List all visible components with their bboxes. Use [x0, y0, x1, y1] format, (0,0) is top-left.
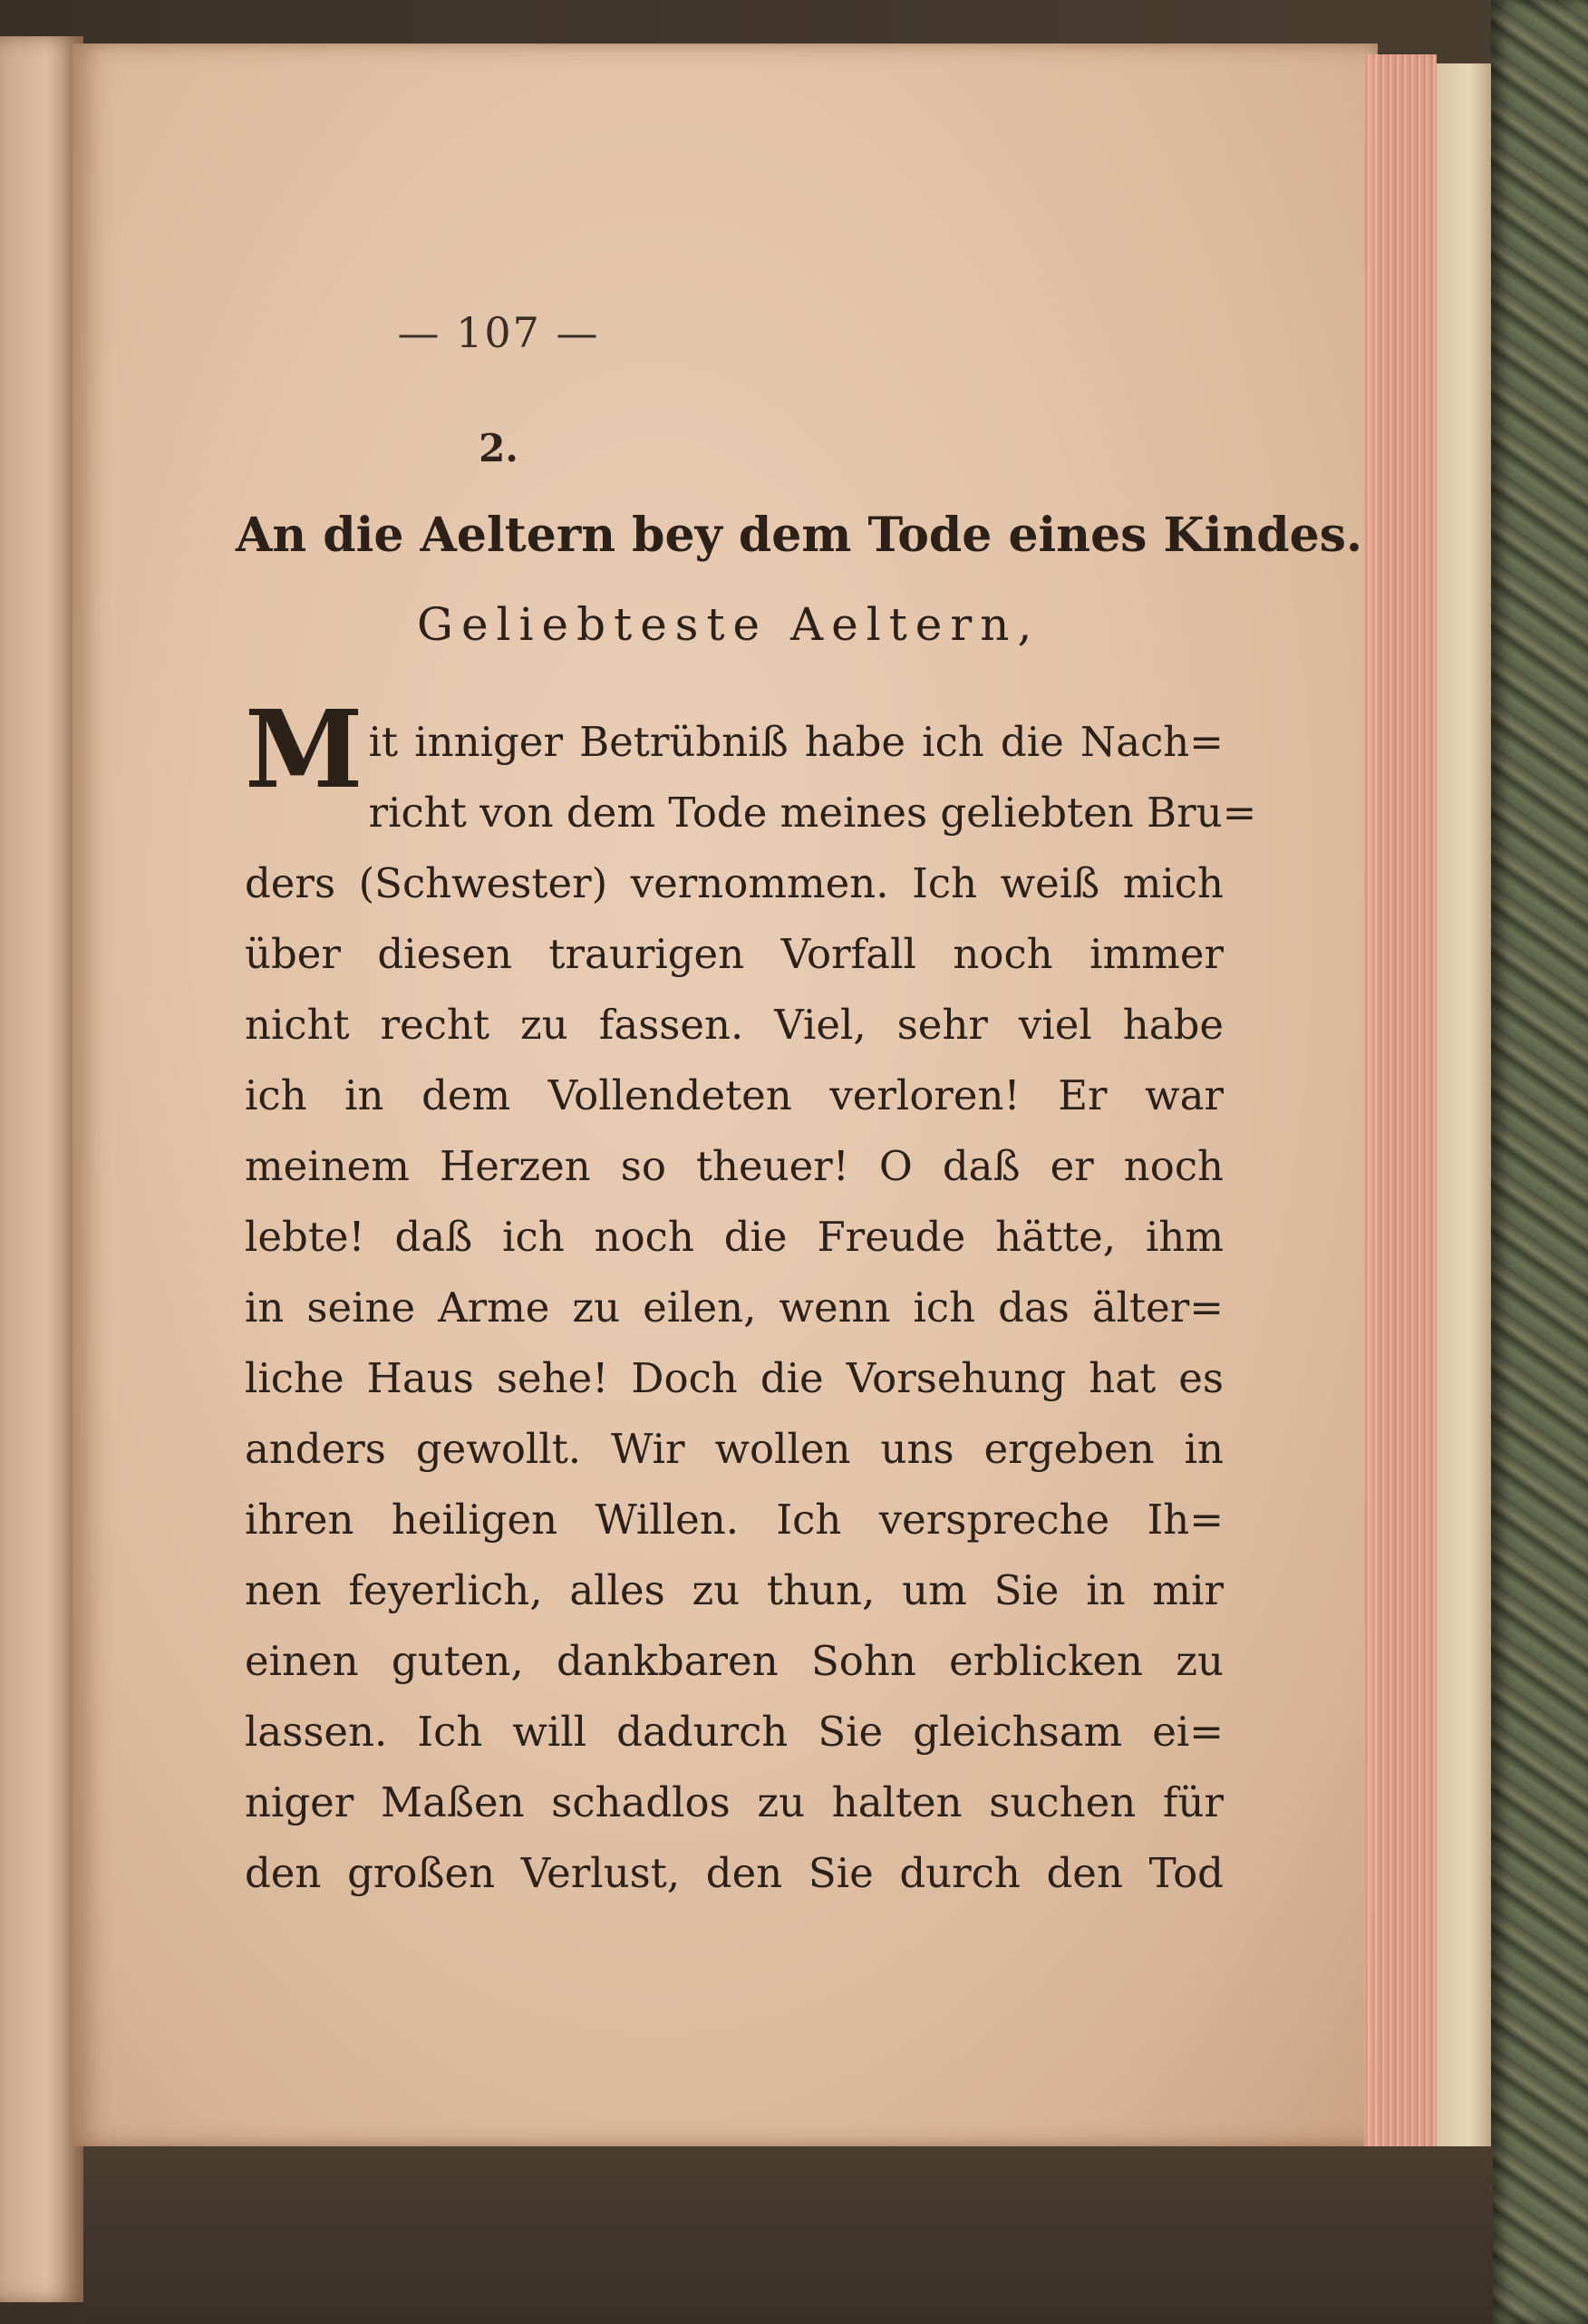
red-page-edges — [1364, 54, 1437, 2157]
body-line: in seine Arme zu eilen, wenn ich das älter= — [245, 1283, 1224, 1331]
body-line: lassen. Ich will dadurch Sie gleichsam ei= — [245, 1708, 1224, 1756]
body-line: niger Maßen schadlos zu halten suchen für — [245, 1778, 1224, 1826]
letter-body — [245, 686, 1257, 1909]
body-line: ders (Schwester) vernommen. Ich weiß mich — [245, 859, 1224, 907]
drop-cap-initial: M — [245, 686, 363, 812]
body-line: den großen Verlust, den Sie durch den Tod — [245, 1849, 1224, 1897]
body-line: nicht recht zu fassen. Viel, sehr viel habe — [245, 1001, 1224, 1049]
letter-heading: An die Aeltern bey dem Tode eines Kindes. — [236, 508, 1363, 563]
body-line: einen guten, dankbaren Sohn erblicken zu — [245, 1637, 1224, 1685]
body-line: nen feyerlich, alles zu thun, um Sie in mir — [245, 1566, 1224, 1614]
page-block-edge — [1437, 63, 1491, 2148]
body-line: über diesen traurigen Vorfall noch immer — [245, 930, 1224, 978]
body-line: ich in dem Vollendeten verloren! Er war — [245, 1071, 1224, 1119]
body-line: meinem Herzen so theuer! O daß er noch — [245, 1142, 1224, 1190]
page-number: — 107 — — [397, 308, 600, 357]
body-line: lebte! daß ich noch die Freude hätte, ihm — [245, 1213, 1224, 1261]
binding-shadow — [83, 2146, 1493, 2324]
body-line: richt von dem Tode meines geliebten Bru= — [368, 789, 1257, 837]
facing-page-edge — [0, 36, 83, 2302]
section-number: 2. — [479, 426, 518, 470]
salutation: Geliebteste Aeltern, — [417, 598, 1041, 651]
body-line: it inniger Betrübniß habe ich die Nach= — [368, 718, 1224, 766]
body-line: ihren heiligen Willen. Ich verspreche Ih= — [245, 1496, 1224, 1544]
body-line: liche Haus sehe! Doch die Vorsehung hat es — [245, 1354, 1224, 1402]
body-line: anders gewollt. Wir wollen uns ergeben in — [245, 1425, 1224, 1473]
marbled-cover — [1491, 0, 1588, 2324]
